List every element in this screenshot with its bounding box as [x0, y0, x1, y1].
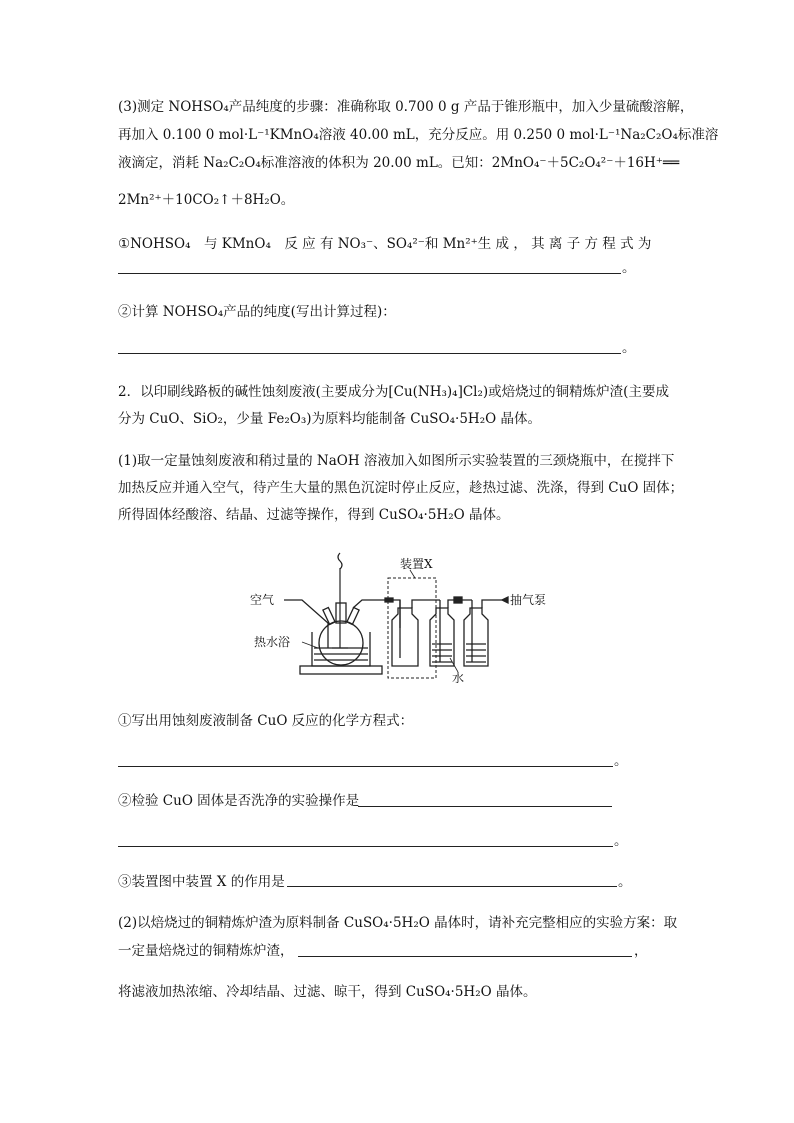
q1-part3-line3: 液滴定，消耗 Na₂C₂O₄标准溶液的体积为 20.00 mL。已知：2MnO₄⁻＋5C₂O₄²⁻＋16H⁺══	[118, 155, 680, 171]
q1-part3-line4: 2Mn²⁺＋10CO₂↑＋8H₂O。	[118, 192, 295, 208]
hot-water-bath	[300, 632, 382, 674]
water-bottle-2	[464, 597, 508, 666]
outlet-tube	[353, 598, 400, 628]
apparatus-x-box	[388, 578, 436, 678]
period-mark: 。	[618, 874, 632, 890]
period-mark: 。	[614, 753, 628, 769]
answer-blank-1[interactable]	[118, 273, 621, 274]
answer-blank-7[interactable]	[298, 956, 632, 957]
q2-part2-line2: 一定量焙烧过的铜精炼炉渣，	[118, 943, 294, 959]
q2-part1-line2: 加热反应并通入空气，待产生大量的黑色沉淀时停止反应，趁热过滤、洗涤，得到 CuO 固体；	[118, 480, 684, 496]
answer-blank-5[interactable]	[118, 846, 613, 847]
q2-stem-line2: 分为 CuO、SiO₂，少量 Fe₂O₃)为原料均能制备 CuSO₄·5H₂O 晶体。	[118, 411, 541, 427]
answer-blank-6[interactable]	[287, 886, 617, 887]
apparatus-diagram	[240, 548, 570, 688]
q2-part2-line3: 将滤液加热浓缩、冷却结晶、过滤、晾干，得到 CuSO₄·5H₂O 晶体。	[118, 984, 537, 1000]
period-mark: 。	[622, 260, 636, 276]
q2-part2-line1: (2)以焙烧过的铜精炼炉渣为原料制备 CuSO₄·5H₂O 晶体时，请补充完整相应的实验方案：取	[118, 915, 678, 931]
label-pump: 抽气泵	[510, 593, 547, 607]
answer-blank-4[interactable]	[358, 806, 612, 807]
q2-part1-line1: (1)取一定量蚀刻废液和稍过量的 NaOH 溶液加入如图所示实验装置的三颈烧瓶中，在搅拌下	[118, 453, 675, 469]
q2-s3-text: ③装置图中装置 X 的作用是	[118, 874, 285, 890]
answer-blank-3[interactable]	[118, 766, 613, 767]
label-air: 空气	[250, 593, 275, 607]
q1-part3-line1: (3)测定 NOHSO₄产品纯度的步骤：准确称取 0.700 0 g 产品于锥形瓶中，加入少量硫酸溶解，	[118, 99, 694, 115]
answer-blank-2[interactable]	[118, 353, 621, 354]
q2-stem-line1: 2．以印刷线路板的碱性蚀刻废液(主要成分为[Cu(NH₃)₄]Cl₂)或焙烧过的铜精炼炉渣(主要成	[118, 384, 669, 400]
period-mark: 。	[614, 833, 628, 849]
q2-s2-text: ②检验 CuO 固体是否洗净的实验操作是	[118, 793, 360, 809]
q1-sub2-text: ②计算 NOHSO₄产品的纯度(写出计算过程)：	[118, 304, 396, 320]
air-inlet-tube	[284, 600, 328, 648]
q2-part1-line3: 所得固体经酸溶、结晶、过滤等操作，得到 CuSO₄·5H₂O 晶体。	[118, 507, 510, 523]
label-water: 水	[452, 671, 465, 685]
q1-part3-line2: 再加入 0.100 0 mol·L⁻¹KMnO₄溶液 40.00 mL，充分反应。用 0.250 0 mol·L⁻¹Na₂C₂O₄标准溶	[118, 127, 719, 143]
period-mark: 。	[622, 340, 636, 356]
q1-sub1-text: ①NOHSO₄ 与 KMnO₄ 反 应 有 NO₃⁻、SO₄²⁻和 Mn²⁺生 成 ， 其 离 子 方 程 式 为	[118, 236, 652, 252]
comma-mark: ，	[634, 943, 648, 959]
three-neck-flask	[319, 603, 363, 665]
q2-s1-text: ①写出用蚀刻废液制备 CuO 反应的化学方程式：	[118, 713, 414, 729]
label-apparatus-x: 装置X	[400, 557, 433, 571]
stirrer-rod	[332, 553, 348, 648]
label-hot-water-bath: 热水浴	[254, 635, 291, 649]
